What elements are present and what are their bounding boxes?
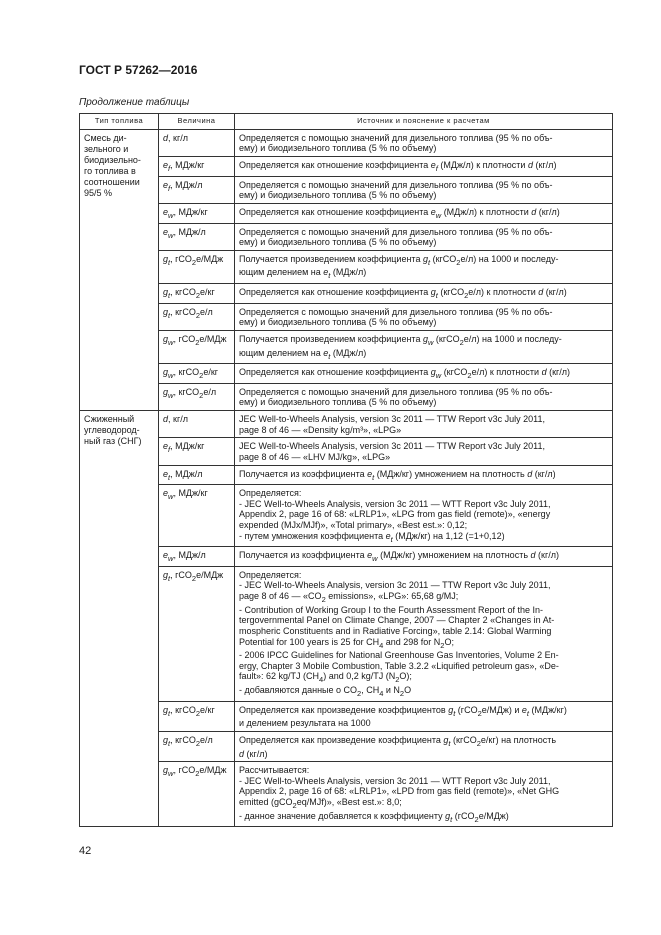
source-cell: Определяется как отношение коэффициента $g_t$ (кгCO$_2$е/л) к плотности d (кг/л)	[235, 284, 613, 304]
quantity-cell: $g_w$, гCO$_2$е/МДж	[159, 762, 235, 827]
quantity-cell: $e_w$, МДж/кг	[159, 485, 235, 547]
source-cell: Получается из коэффициента $e_w$ (МДж/кг) умножением на плотность d (кг/л)	[235, 547, 613, 567]
page-number: 42	[79, 845, 92, 857]
column-header-source: Источник и пояснение к расчетам	[235, 114, 613, 130]
quantity-cell: d, кг/л	[159, 411, 235, 438]
quantity-cell: $g_t$, гCO$_2$е/МДж	[159, 250, 235, 283]
quantity-cell: $g_w$, гCO$_2$е/МДж	[159, 330, 235, 363]
table-row	[80, 284, 613, 304]
fuel-type-cell: Сжиженный углеводород- ный газ (СНГ)	[80, 411, 159, 827]
quantity-cell: $g_t$, кгCO$_2$е/л	[159, 303, 235, 330]
table-row	[80, 566, 613, 701]
quantity-cell: $e_f$, МДж/кг	[159, 438, 235, 465]
fuel-type-cell: Смесь ди- зельного и биодизельно- го топлива в соотношении 95/5 %	[80, 129, 159, 410]
table-row	[80, 330, 613, 363]
source-cell: Определяется как отношение коэффициента $e_w$ (МДж/л) к плотности d (кг/л)	[235, 203, 613, 223]
quantity-cell: $e_f$, МДж/кг	[159, 157, 235, 177]
table-row	[80, 731, 613, 761]
quantity-cell: $e_w$, МДж/л	[159, 223, 235, 250]
fuel-coefficients-table	[79, 113, 613, 827]
table-row	[80, 485, 613, 547]
table-row	[80, 411, 613, 438]
source-cell: Определяется с помощью значений для дизельного топлива (95 % по объ- ему) и биодизельного топлива (5 % по объему)	[235, 383, 613, 410]
table-row	[80, 438, 613, 465]
table-row	[80, 203, 613, 223]
source-cell: Определяется: - JEC Well-to-Wheels Analysis, version 3c 2011 — WTT Report v3c July 2011, Appendix 2, page 16 of 68: «LRLP1», «LPG from gas field (remote)», «energy expended (MJx/MJf)», «Total primary», «Best est.»: 0,12; - путем умножения коэффициента $e_t$ (МДж/кг) на 1,12 (=1+0,12)	[235, 485, 613, 547]
table-row	[80, 762, 613, 827]
quantity-cell: $e_t$, МДж/л	[159, 465, 235, 485]
table-row	[80, 701, 613, 731]
table-row	[80, 383, 613, 410]
table-row	[80, 303, 613, 330]
table-header-row	[80, 114, 613, 130]
quantity-cell: $e_f$, МДж/л	[159, 176, 235, 203]
source-cell: JEC Well-to-Wheels Analysis, version 3c 2011 — TTW Report v3c July 2011, page 8 of 46 — «LHV MJ/kg», «LPG»	[235, 438, 613, 465]
source-cell: Определяется как отношение коэффициента $g_w$ (кгCO$_2$е/л) к плотности d (кг/л)	[235, 364, 613, 384]
table-continuation-label: Продолжение таблицы	[79, 97, 190, 108]
quantity-cell: $e_w$, МДж/кг	[159, 203, 235, 223]
source-cell: Рассчитывается: - JEC Well-to-Wheels Analysis, version 3c 2011 — WTT Report v3c July 2011, Appendix 2, page 16 of 68: «LRLP1», «LPD from gas field (remote)», «Net GHG emitted (gCO$_2$eq/MJf)», «Best est.»: 8,0; - данное значение добавляется к коэффициенту $g_t$ (гCO$_2$е/МДж)	[235, 762, 613, 827]
quantity-cell: $g_t$, кгCO$_2$е/л	[159, 731, 235, 761]
quantity-cell: $e_w$, МДж/л	[159, 547, 235, 567]
source-cell: Определяется: - JEC Well-to-Wheels Analysis, version 3c 2011 — TTW Report v3c July 2011, page 8 of 46 — «$CO_2$ emissions», «LPG»: 65,68 g/MJ; - Contribution of Working Group I to the Fourth Assessment Report of the In- tergovernmental Panel on Climate Change, 2007 — Chapter 2 «Changes in At- mospheric Constituents and in Radiative Forcing», table 2.14: Global Warming Potential for 100 years is 25 for $CH_4$ and 298 for $N_2O$; - 2006 IPCC Guidelines for National Greenhouse Gas Inventories, Volume 2 En- ergy, Chapter 3 Mobile Combustion, Table 3.2.2 «Liquified petroleum gas», «De- fault»: 62 kg/TJ $(CH_4)$ and 0,2 kg/TJ $(N_2O)$; - добавляются данные о $CO_2$, $CH_4$ и $N_2O$	[235, 566, 613, 701]
source-cell: Определяется с помощью значений для дизельного топлива (95 % по объ- ему) и биодизельного топлива (5 % по объему)	[235, 303, 613, 330]
quantity-cell: $g_t$, гCO$_2$е/МДж	[159, 566, 235, 701]
source-cell: Определяется с помощью значений для дизельного топлива (95 % по объ- ему) и биодизельного топлива (5 % по объему)	[235, 176, 613, 203]
table-row	[80, 223, 613, 250]
table-row	[80, 176, 613, 203]
table-row	[80, 547, 613, 567]
document-header: ГОСТ Р 57262—2016	[79, 63, 198, 77]
quantity-cell: d, кг/л	[159, 129, 235, 156]
source-cell: Определяется как произведение коэффициента $g_t$ (кгCO$_2$е/кг) на плотность d (кг/л)	[235, 731, 613, 761]
table-row	[80, 364, 613, 384]
column-header-fuel-type: Тип топлива	[80, 114, 159, 130]
column-header-quantity: Величина	[159, 114, 235, 130]
source-cell: JEC Well-to-Wheels Analysis, version 3c 2011 — TTW Report v3c July 2011, page 8 of 46 — «Density kg/m³», «LPG»	[235, 411, 613, 438]
quantity-cell: $g_t$, кгCO$_2$е/кг	[159, 284, 235, 304]
source-cell: Определяется с помощью значений для дизельного топлива (95 % по объ- ему) и биодизельного топлива (5 % по объему)	[235, 223, 613, 250]
table-row	[80, 465, 613, 485]
quantity-cell: $g_w$, кгCO$_2$е/л	[159, 383, 235, 410]
quantity-cell: $g_t$, кгCO$_2$е/кг	[159, 701, 235, 731]
table-row	[80, 250, 613, 283]
source-cell: Определяется как произведение коэффициентов $g_t$ (гCO$_2$е/МДж) и $e_t$ (МДж/кг) и делением результата на 1000	[235, 701, 613, 731]
source-cell: Получается произведением коэффициента $g_t$ (кгCO$_2$е/л) на 1000 и последу- ющим делением на $e_t$ (МДж/л)	[235, 250, 613, 283]
quantity-cell: $g_w$, кгCO$_2$е/кг	[159, 364, 235, 384]
source-cell: Определяется как отношение коэффициента $e_f$ (МДж/л) к плотности d (кг/л)	[235, 157, 613, 177]
table-row	[80, 157, 613, 177]
source-cell: Получается из коэффициента $e_t$ (МДж/кг) умножением на плотность d (кг/л)	[235, 465, 613, 485]
source-cell: Получается произведением коэффициента $g_w$ (кгCO$_2$е/л) на 1000 и последу- ющим делением на $e_t$ (МДж/л)	[235, 330, 613, 363]
source-cell: Определяется с помощью значений для дизельного топлива (95 % по объ- ему) и биодизельного топлива (5 % по объему)	[235, 129, 613, 156]
table-row	[80, 129, 613, 156]
